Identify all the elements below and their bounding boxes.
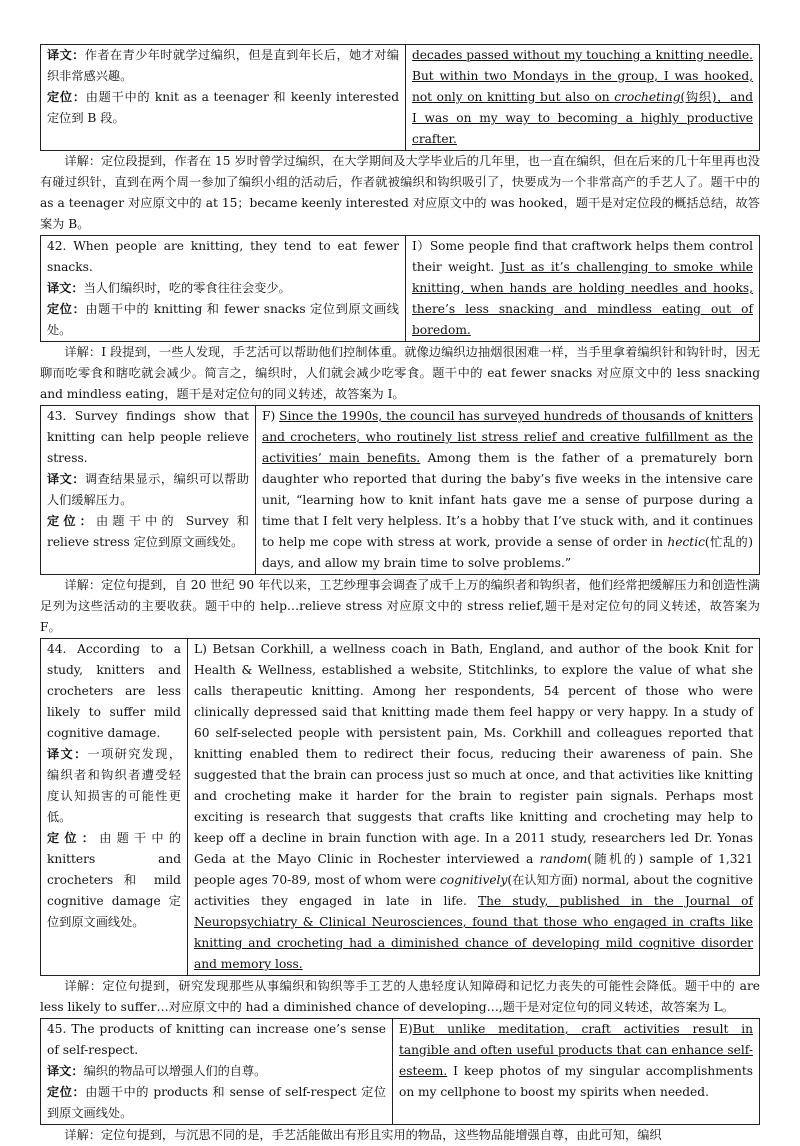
passage-italic: cognitively [439,873,508,887]
locate-label: 定位： [47,90,86,104]
locate-label: 定位： [47,514,97,528]
question-text: 45. The products of knitting can increase one’s sense of self-respect. [47,1022,386,1057]
document-page [40,44,760,1146]
translation-text: 编织的物品可以增强人们的自尊。 [83,1064,267,1078]
question-table-44 [40,638,760,976]
passage-cell [406,45,760,151]
passage-underlined: Since the 1990s, the council has surveyed hundreds of thousands of knitters and crocheters, who routinely list stress relief and creative fulfillment as the activities’ main benefits. [262,409,753,465]
question-table-45 [40,1018,760,1125]
question-text: 44. According to a study, knitters and crocheters are less likely to suffer mild cognitive damage. [47,642,181,740]
locate-text: 由题干中的 Survey 和 relieve stress 定位到原文画线处。 [47,514,249,549]
question-cell [41,1019,393,1125]
passage-italic: random [539,852,588,866]
question-cell [41,45,406,151]
passage-text: I keep photos of my singular accomplishments on my cellphone to boost my spirits when needed. [399,1064,753,1099]
passage-text: E) [399,1022,413,1036]
locate-text: 由题干中的 products 和 sense of self-respect 定位到原文画线处。 [47,1085,387,1120]
passage-cell [393,1019,760,1125]
explanation-paragraph: 详解：定位段提到，作者在 15 岁时曾学过编织，在大学期间及大学毕业后的几年里，也一直在编织，但在后来的几十年里再也没有碰过织针，直到在两个周一参加了编织小组的活动后，作者就被编织和钩织吸引了，快要成为一个非常高产的手艺人了。题干中的 as a teenager 对应原文中的 at 15；became keenly interested 对应原文中的 was hooked，题干是对定位段的概括总结，故答案为 B。 [40,154,760,231]
question-table-41 [40,44,760,151]
passage-underlined: decades passed without my touching a knitting needle. But within two Mondays in the group, I was hooked, not only on knitting but also on [412,48,753,104]
question-cell [41,639,188,976]
passage-underlined: The study, published in the Journal of Neuropsychiatry & Clinical Neurosciences, found that those who engaged in crafts like knitting and crocheting had a diminished chance of developing mild cognitive disorder and memory loss. [194,894,753,971]
locate-label: 定位： [47,831,100,845]
locate-text: 由题干中的 knitting 和 fewer snacks 定位到原文画线处。 [47,302,399,337]
translation-label: 译文： [47,281,84,295]
translation-text: 调查结果显示，编织可以帮助人们缓解压力。 [47,472,250,507]
explanation-paragraph: 详解：定位句提到，研究发现那些从事编织和钩织等手工艺的人患轻度认知障碍和记忆力丧失的可能性会降低。题干中的 are less likely to suffer…对应原文中的 had a diminished chance of developing…,题干是对定位句的同义转述，故答案为 L。 [40,979,760,1014]
explanation-paragraph: 详解：定位句提到，与沉思不同的是，手艺活能做出有形且实用的物品，这些物品能增强自尊，由此可知，编织 [64,1128,662,1142]
translation-label: 译文： [47,1064,84,1078]
passage-cell [406,236,760,342]
question-cell [41,236,406,342]
locate-label: 定位： [47,1085,86,1099]
passage-text: Among them is the father of a prematurely born daughter who reported that during the baby’s five weeks in the intensive care unit, “learning how to knit infant hats gave me a sense of purpose during a time that I felt very helpless. It’s a hobby that I’ve stuck with, and it continues to help me cope with stress at work, provide a sense of order in [262,451,753,549]
translation-label: 译文： [47,48,85,62]
passage-underlined: (钩织)，and I was on my way to becoming a highly productive crafter. [412,90,753,146]
passage-underlined: But unlike meditation, craft activities result in tangible and often useful products that can enhance self-esteem. [399,1022,753,1078]
question-text: 43. Survey findings show that knitting can help people relieve stress. [47,409,249,465]
passage-italic-underlined: crocheting [614,90,681,104]
translation-text: 作者在青少年时就学过编织，但是直到年长后，她才对编织非常感兴趣。 [47,48,400,83]
question-table-43 [40,405,760,575]
passage-text: F) [262,409,280,423]
translation-text: 当人们编织时，吃的零食往往会变少。 [83,281,291,295]
translation-label: 译文： [47,472,85,486]
translation-text: 一项研究发现，编织者和钩织者遭受轻度认知损害的可能性更低。 [47,747,182,824]
explanation-paragraph: 详解：定位句提到，自 20 世纪 90 年代以来，工艺纱理事会调查了成千上万的编织者和钩织者，他们经常把缓解压力和创造性满足列为这些活动的主要收获。题干中的 help…relieve stress 对应原文中的 stress relief,题干是对定位句的同义转述，故答案为 F。 [40,578,760,634]
passage-text: (在认知方面) normal, about the cognitive activities they engaged in late in life. [194,873,753,908]
passage-text: L) Betsan Corkhill, a wellness coach in Bath, England, and author of the book Knit for Health & Wellness, established a website, Stitchlinks, to explore the value of what she calls therapeutic knitting. Among her respondents, 54 percent of those who were clinically depressed said that knitting made them feel happy or very happy. In a study of 60 self-selected people with persistent pain, Ms. Corkhill and colleagues reported that knitting enabled them to redirect their focus, reducing their awareness of pain. She suggested that the brain can process just so much at once, and that activities like knitting and crocheting make it harder for the brain to register pain signals. Perhaps most exciting is research that suggests that crafts like knitting and crocheting may help to keep off a decline in brain function with age. In a 2011 study, researchers led Dr. Yonas Geda at the Mayo Clinic in Rochester interviewed a [194,642,753,866]
explanation-paragraph: 详解：I 段提到，一些人发现，手艺活可以帮助他们控制体重。就像边编织边抽烟很困难一样，当手里拿着编织针和钩针时，因无聊而吃零食和瞎吃就会减少。简言之，编织时，人们就会减少吃零食。题干中的 eat fewer snacks 对应原文中的 less snacking and mindless eating，题干是对定位句的同义转述，故答案为 I。 [40,345,760,401]
passage-underlined: Just as it’s challenging to smoke while knitting, when hands are holding needles and hooks, there’s less snacking and mindless eating out of boredom. [412,260,753,337]
passage-text: (随机的) sample of 1,321 people ages 70-89, most of whom were [194,852,753,887]
passage-cell [188,639,760,976]
locate-text: 由题干中的 knitters and crocheters 和 mild cognitive damage 定位到原文画线处。 [47,831,182,929]
question-cell [41,406,256,575]
passage-cell [256,406,760,575]
passage-text: I）Some people find that craftwork helps them control their weight. [412,239,753,274]
question-table-42 [40,235,760,342]
passage-text: (忙乱的) days, and allow my brain time to solve problems.” [262,535,753,570]
locate-text: 由题干中的 knit as a teenager 和 keenly interested 定位到 B 段。 [47,90,400,125]
passage-italic: hectic [667,535,705,549]
question-text: 42. When people are knitting, they tend to eat fewer snacks. [47,239,399,274]
translation-label: 译文： [47,747,88,761]
locate-label: 定位： [47,302,86,316]
